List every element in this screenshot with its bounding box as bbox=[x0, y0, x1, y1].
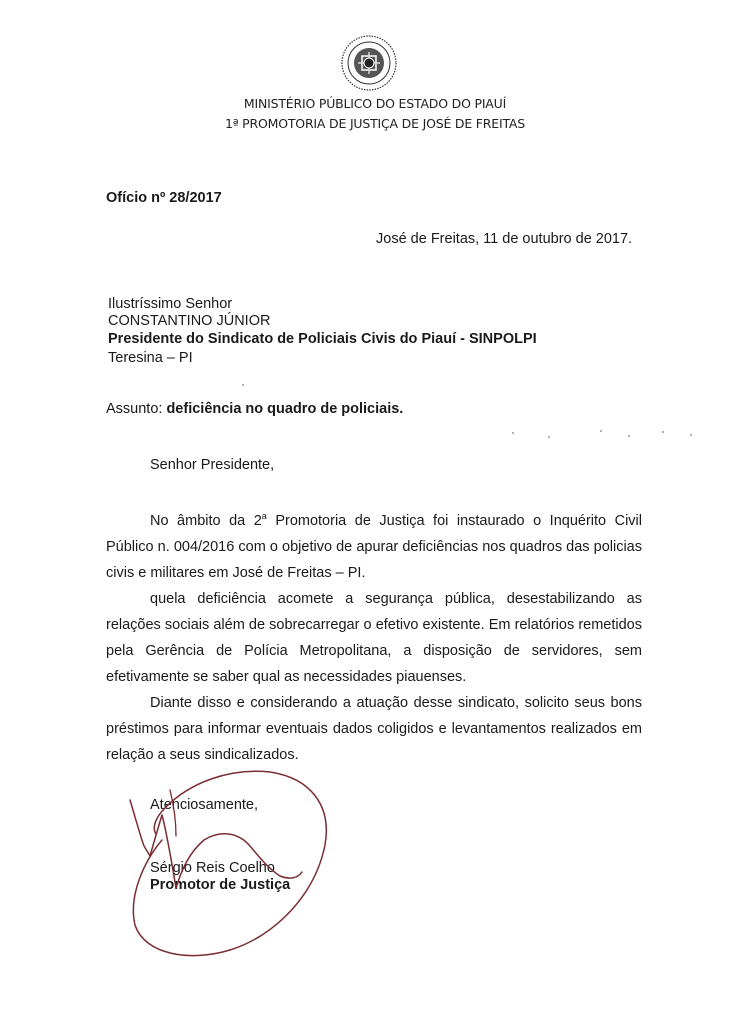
header-line-promotoria: 1ª PROMOTORIA DE JUSTIÇA DE JOSÉ DE FREITAS bbox=[224, 116, 526, 131]
subject-text: deficiência no quadro de policiais. bbox=[166, 401, 404, 417]
handwritten-signature bbox=[110, 760, 360, 965]
office-number: Ofício nº 28/2017 bbox=[106, 190, 222, 206]
recipient-salutation: Ilustríssimo Senhor bbox=[108, 296, 233, 312]
body-paragraph-2: quela deficiência acomete a segurança pública, desestabilizando as relações sociais além de sobrecarregar o efetivo existente. Em relatórios remetidos pela Gerência de Polícia Metropolitana, a disposição de servidores, sem efetivamente se saber qual as necessidades piauenses. bbox=[106, 591, 642, 685]
body-paragraph-1: No âmbito da 2$^a$ Promotoria de Justiça foi instaurado o Inquérito Civil Público n. 004/2016 com o objetivo de apurar deficiências nos quadros das policias civis e militares em José de Freitas – PI. bbox=[106, 511, 642, 581]
signatory-role: Promotor de Justiça bbox=[150, 877, 291, 893]
recipient-name: CONSTANTINO JÚNIOR bbox=[108, 313, 271, 329]
scan-speck bbox=[242, 384, 244, 386]
dateline: José de Freitas, 11 de outubro de 2017. bbox=[376, 231, 633, 247]
recipient-title: Presidente do Sindicato de Policiais Civis do Piauí - SINPOLPI bbox=[108, 331, 537, 347]
scan-speck bbox=[690, 434, 692, 436]
scan-speck bbox=[600, 430, 602, 432]
scan-speck bbox=[548, 436, 550, 438]
subject-label: Assunto: bbox=[106, 401, 163, 417]
subject-line bbox=[106, 401, 403, 417]
greeting: Senhor Presidente, bbox=[150, 457, 275, 473]
header-line-ministry: MINISTÉRIO PÚBLICO DO ESTADO DO PIAUÍ bbox=[243, 96, 507, 111]
scan-speck bbox=[628, 435, 630, 437]
scan-speck bbox=[662, 431, 664, 433]
closing: Atenciosamente, bbox=[150, 797, 259, 813]
letter-body bbox=[106, 508, 642, 768]
recipient-city: Teresina – PI bbox=[108, 350, 193, 366]
body-paragraph-3: Diante disso e considerando a atuação desse sindicato, solicito seus bons préstimos para informar eventuais dados coligidos e levantamentos realizados em relação a seus sindicalizados. bbox=[106, 695, 642, 763]
scan-speck bbox=[512, 432, 514, 434]
seal-emblem bbox=[340, 34, 398, 92]
signatory-name: Sérgio Reis Coelho bbox=[150, 860, 275, 876]
